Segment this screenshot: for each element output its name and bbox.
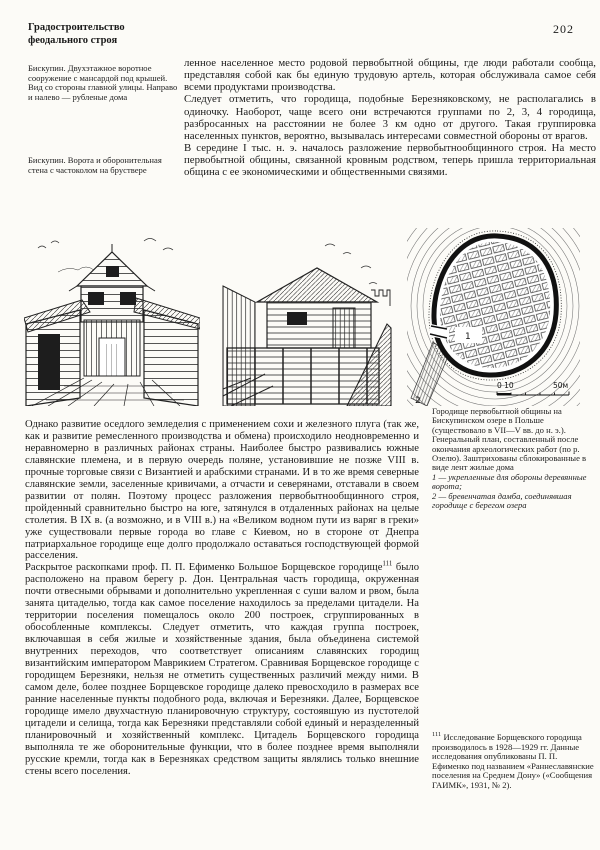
gate-house xyxy=(257,268,390,348)
paragraph: Следует отметить, что городища, подобные Березняковскому, не располагались в одиночку. Наоборот, чаще всего они встречаются группами по 2, 3, 4 городища, разбросанных на расстоянии не более 3 км одно от другого. Такая группировка населенных пунктов, вероятно, вызывалась интересами совместной обороны от врагов. xyxy=(184,93,596,142)
paragraph-text: Раскрытое раскопками проф. П. П. Ефименко Большое Борщевское городище xyxy=(25,562,383,574)
biskupin-plan-drawing xyxy=(407,228,580,406)
gate-tower xyxy=(69,244,155,376)
plan-caption xyxy=(432,407,592,510)
paragraph: Однако развитие оседлого земледелия с применением сохи и железного плуга (так же, как и развитие ремесленного производства и обмена) происходило неодновременно и неравномерно в различных районах страны. Наиболее быстро развивались южные славянские племена, и в первую очередь поляне, установившие не позже VIII в. прочные торговые связи с Византией и арабскими странами. И в то же время северные славянские земли, заселенные кривичами, а отчасти и северянами, отставали в своем развитии от полян. Поэтому процесс разложения первобытнообщинного строя, пройденный сравнительно быстро на юге, затянулся в отдаленных районах на целые столетия. В IX в. (а возможно, и в VIII в.) на «Великом водном пути из варяг в греки» уже существовали первые города во главе с Киевом, но в стороне от Днепра патриархальное городище еще долго продолжало оставаться господствующей формой расселения. xyxy=(25,419,419,562)
running-head: Градостроительство феодального строя xyxy=(28,22,125,46)
figure-biskupin-street-view xyxy=(24,228,200,406)
right-log-house xyxy=(134,298,200,406)
plan-label-1: 1 xyxy=(465,332,471,342)
figure-caption-biskupin-gate: Бискупин. Двухэтажное воротное сооружение с мансардой под крышей. Вид со стороны главной улицы. Направо и налево — рубленые дома xyxy=(28,63,178,102)
footnote-marker: 111 xyxy=(432,731,442,739)
biskupin-wall-drawing xyxy=(221,228,392,406)
scale-left-label: 0 10 xyxy=(497,381,514,390)
plan-scale-bar xyxy=(497,381,569,395)
plan-caption-text: Городище первобытной общины на Бискупинском озере в Польше (существовало в VII—V вв. до н. э.). Генеральный план, составленный после окончания археологических работ (по р. Озелю). Заштрихованы сблокированные в виде лент жилые дома xyxy=(432,406,587,473)
footnote xyxy=(432,733,595,790)
footnote-ref: 111 xyxy=(382,559,393,568)
figure-caption-biskupin-wall: Бискупин. Ворота и оборонительная стена с частоколом на бруствере xyxy=(28,155,162,175)
figure-biskupin-plan xyxy=(407,228,580,406)
biskupin-street-drawing xyxy=(24,228,200,406)
figure-biskupin-gate-wall xyxy=(221,228,392,406)
plan-label-2: 2 xyxy=(415,396,421,406)
plan-legend-item: 2 — бревенчатая дамба, соединявшая городище с берегом озера xyxy=(432,490,572,511)
left-log-house xyxy=(24,300,90,406)
paragraph xyxy=(25,559,419,777)
page-number: 202 xyxy=(553,22,574,36)
plan-legend-item: 1 — укрепленные для обороны деревянные ворота; xyxy=(432,471,587,492)
paragraph: В середине I тыс. н. э. началось разложение первобытнообщинного строя. На место первобытной общины, связанной кровным родством, теперь пришла территориальная община с ее экономическими и общественными связями. xyxy=(184,142,596,179)
paragraph-text: было расположено на правом берегу р. Дон. Центральная часть городища, окруженная почти отвесными обрывами и дополнительно укрепленная с суши валом и рвом, была занята цитаделью, тогда как самое поселение находилось за пределами цитадели. На территории поселения помещалось около 200 построек, сгруппированных в обособленные комплексы. Следует отметить, что каждая группа построек, включавшая в себя жилые и хозяйственные здания, была объединена системой внутренних переходов, что соответствует описаниям славянских городищ византийским императором Маврикием Стратегом. Сравнивая Борщевское городище с городищем Березняки, нельзя не отметить существенных различий между ними. В самом деле, более позднее Борщевское городище далеко превосходило в размерах все ранние населенные пункты подобного рода, включая и Березняки. Далее, Борщевское городище имело двухчастную планировочную структуру, состоявшую из пустотелой цитадели и селища, тогда как Березняки представляли собой единый и неразделенный планировочный и хозяйственный комплекс. Цитадель Борщевского городища выполняла те же оборонительные функции, что в более позднее время выполняли русские кремли, тогда как в Березняках средством защиты являлись только внешние стены всего поселения. xyxy=(25,562,419,777)
body-text-block xyxy=(25,419,419,778)
footnote-text: Исследование Борщевского городища производилось в 1928—1929 гг. Данные исследования опубликованы П. П. Ефименко под названием «Раннеславянские поселения на Среднем Дону» («Сообщения ГАИМК», 1931, № 2). xyxy=(432,732,594,790)
intro-text-block xyxy=(184,57,596,179)
paragraph: ленное населенное место родовой первобытной общины, где люди работали сообща, представляя собой как бы единую трудовую артель, которая обслуживала самое себя всеми продуктами производства. xyxy=(184,57,596,94)
scale-right-label: 50м xyxy=(553,381,569,390)
